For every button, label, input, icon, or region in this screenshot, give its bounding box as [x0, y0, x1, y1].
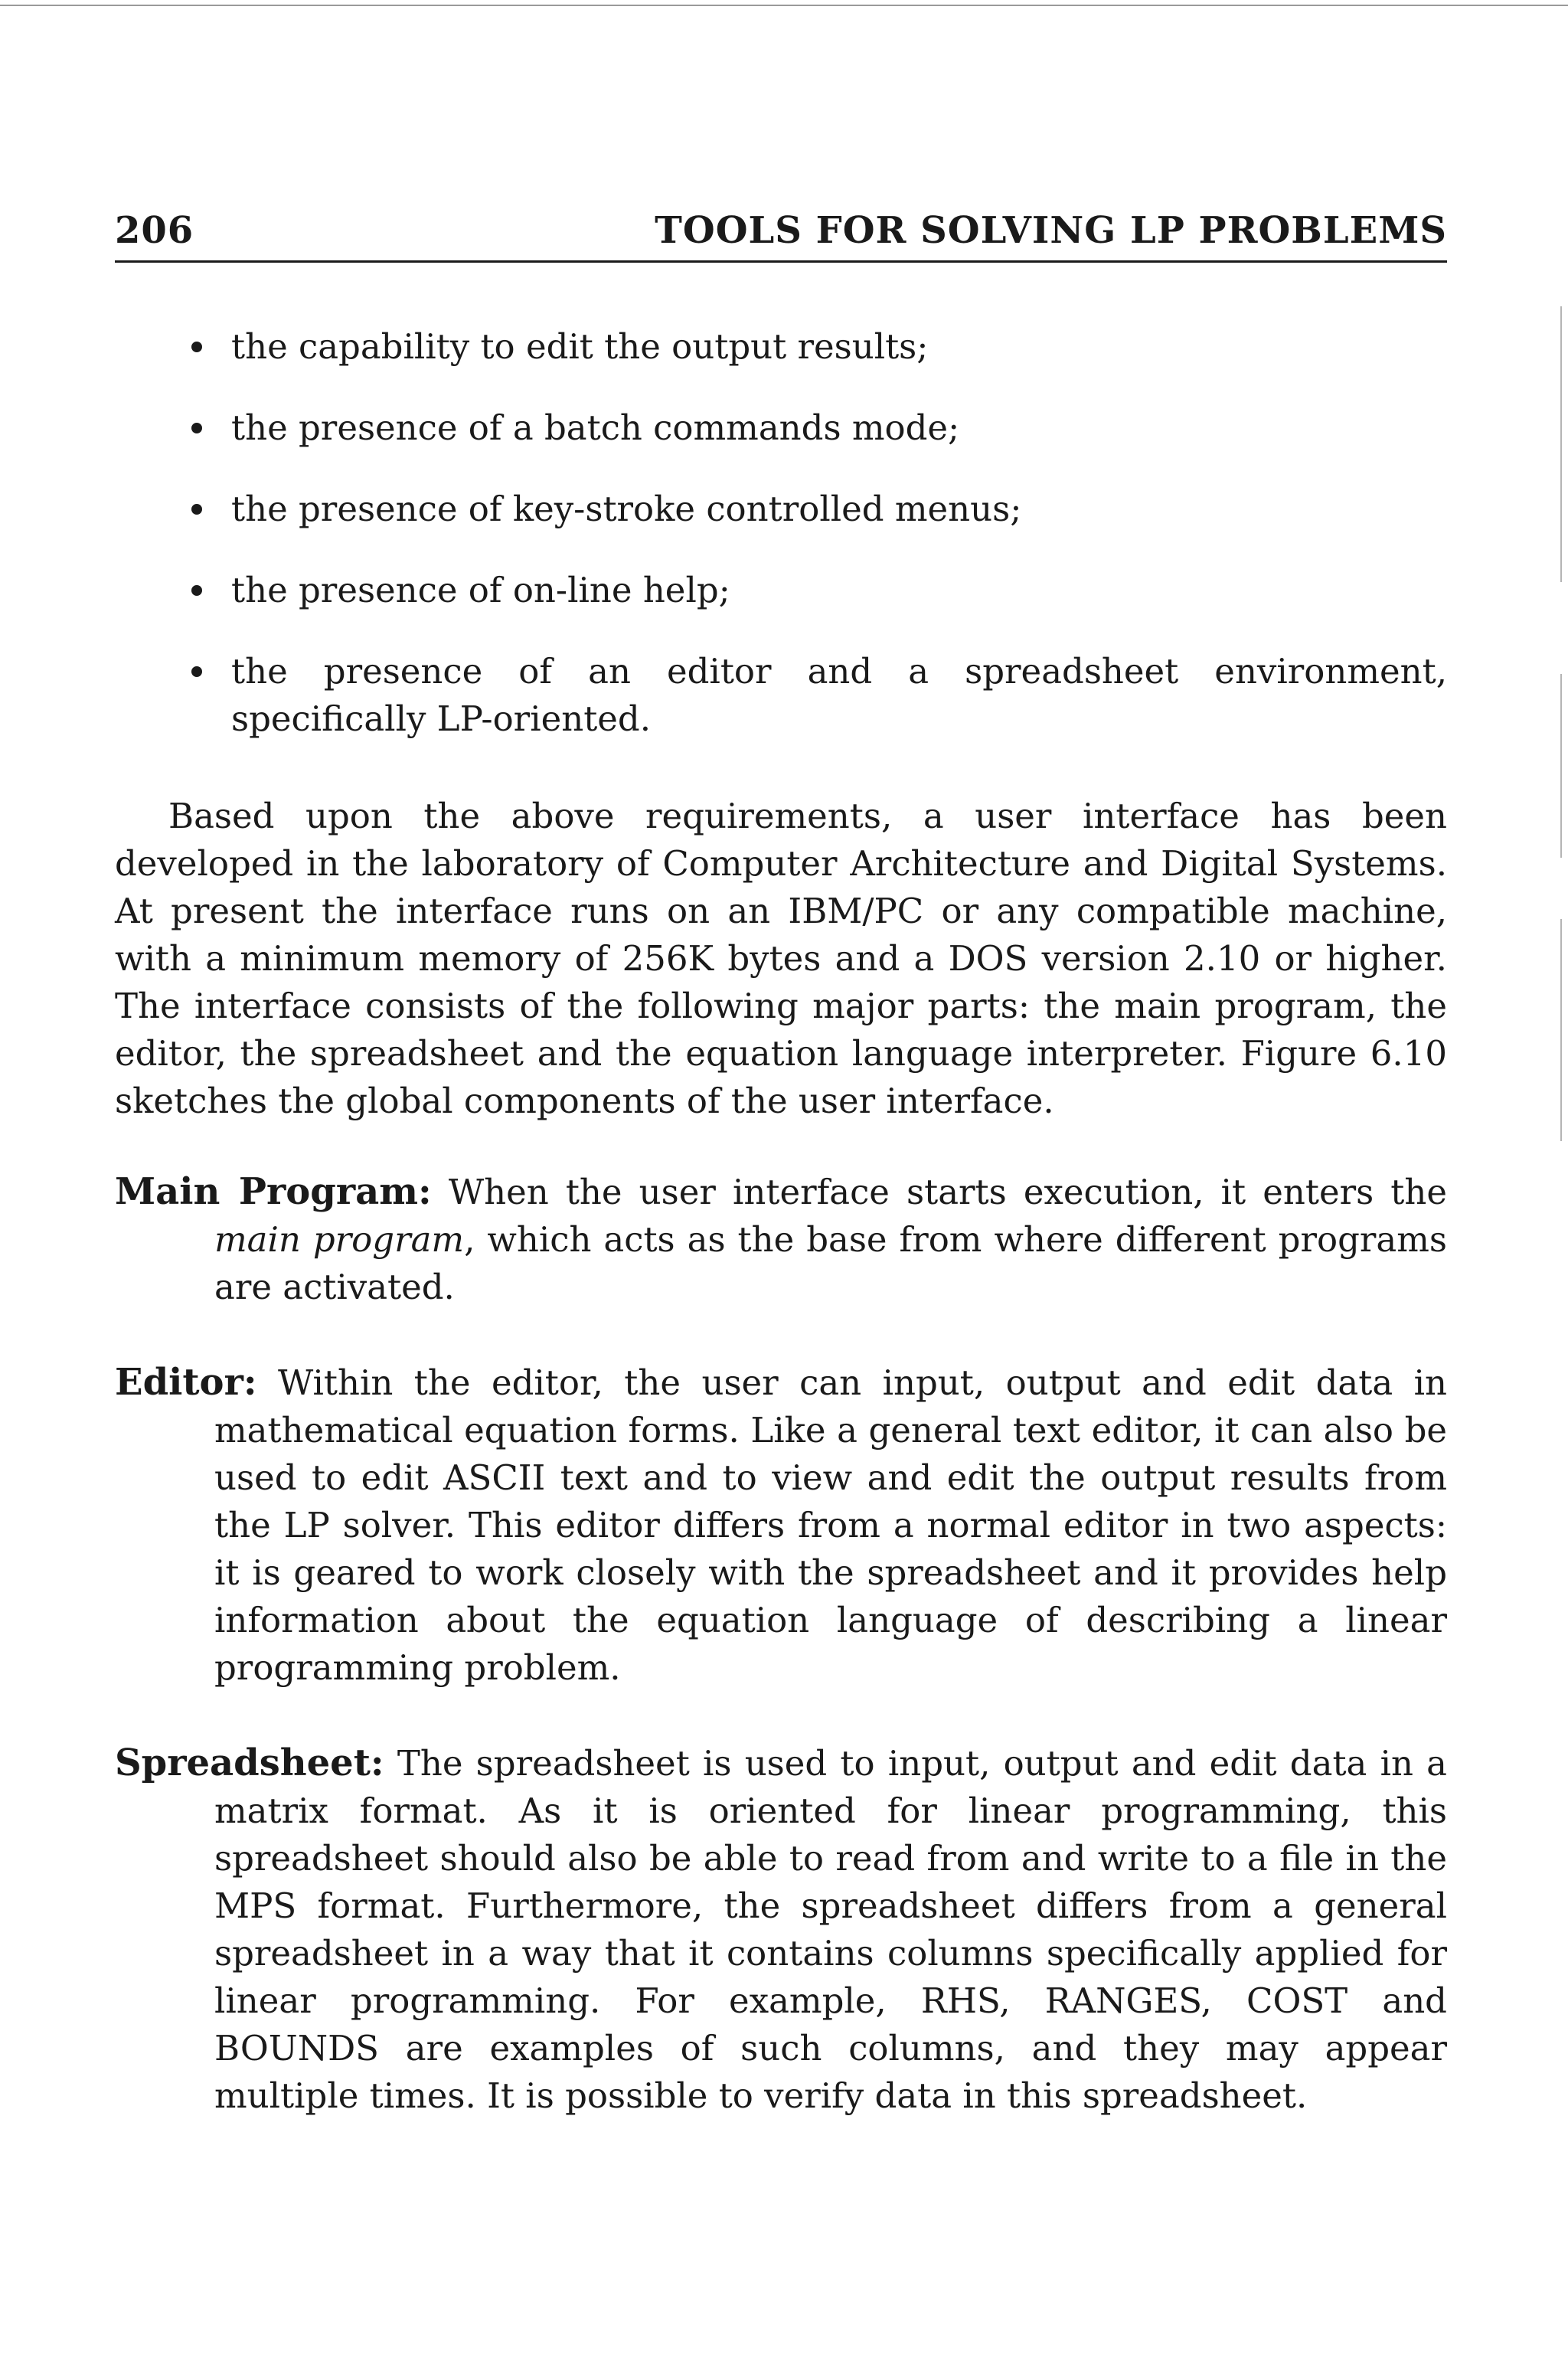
running-title: TOOLS FOR SOLVING LP PROBLEMS	[655, 209, 1447, 252]
emphasis: main program	[214, 1219, 465, 1260]
bullet-icon	[191, 504, 202, 515]
definition-editor: Editor: Within the editor, the user can input, output and edit data in mathematical equation forms. Like a general text editor, it can also be used to edit ASCII text and to view and edit the output results from the LP solver. This editor differs from a normal editor in two aspects: it is geared to work closely with the spreadsheet and it provides help information about the equation language of describing a linear programming problem.	[115, 1361, 1447, 1688]
list-item: the presence of an editor and a spreadsheet environment, specifically LP-oriented.	[115, 648, 1447, 743]
requirements-list	[115, 323, 1447, 777]
list-item: the presence of key-stroke controlled menus;	[115, 486, 1447, 533]
bullet-icon	[191, 423, 202, 433]
component-definitions	[115, 1168, 1447, 2167]
scan-edge-line	[0, 5, 1568, 6]
list-item: the capability to edit the output results;	[115, 323, 1447, 371]
scan-margin-mark	[1560, 919, 1562, 1141]
bullet-icon	[191, 666, 202, 677]
header-rule	[115, 260, 1447, 263]
list-item: the presence of on-line help;	[115, 567, 1447, 614]
page-number: 206	[115, 209, 194, 252]
bullet-icon	[191, 342, 202, 352]
definition-term: Editor:	[115, 1361, 257, 1404]
definition-spreadsheet: Spreadsheet: The spreadsheet is used to input, output and edit data in a matrix format. As it is oriented for linear programming, this spreadsheet should also be able to read from and write to a file in the MPS format. Furthermore, the spreadsheet differs from a general spreadsheet in a way that it contains columns specifically applied for linear programming. For example, RHS, RANGES, COST and BOUNDS are examples of such columns, and they may appear multiple times. It is possible to verify data in this spreadsheet.	[115, 1741, 1447, 2116]
bullet-icon	[191, 585, 202, 596]
definition-term: Spreadsheet:	[115, 1741, 384, 1784]
intro-paragraph: Based upon the above requirements, a user interface has been developed in the laboratory of Computer Architecture and Digital Systems. At present the interface runs on an IBM/PC or any compatible machine, with a minimum memory of 256K bytes and a DOS version 2.10 or higher. The interface consists of the following major parts: the main program, the editor, the spreadsheet and the equation language interpreter. Figure 6.10 sketches the global components of the user interface.	[115, 796, 1447, 1121]
list-item: the presence of a batch commands mode;	[115, 404, 1447, 452]
scan-margin-mark	[1560, 306, 1562, 582]
definition-term: Main Program:	[115, 1170, 432, 1213]
scan-margin-mark	[1560, 674, 1562, 858]
running-head	[115, 207, 1447, 254]
definition-main-program: Main Program: When the user interface starts execution, it enters the main program, which acts as the base from where different programs are activated.	[115, 1170, 1448, 1307]
